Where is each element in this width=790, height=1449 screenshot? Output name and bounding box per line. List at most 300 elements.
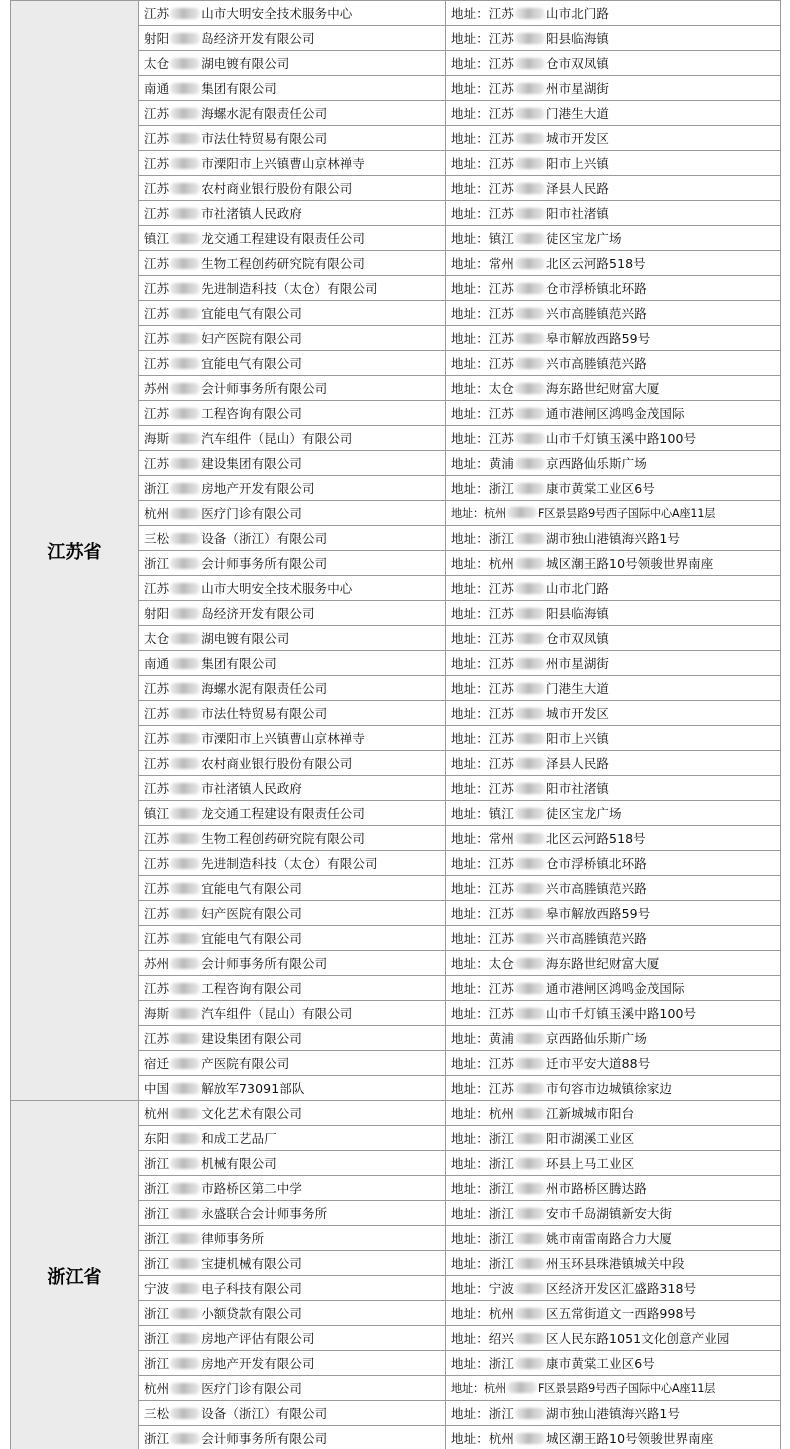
company-name-cell bbox=[139, 901, 446, 926]
address-prefix: 地址：江苏 bbox=[451, 206, 515, 221]
company-name-suffix: 建设集团有限公司 bbox=[201, 1031, 303, 1046]
address-cell bbox=[446, 176, 781, 201]
redaction-blur bbox=[170, 1183, 200, 1194]
address-suffix: 湖市独山港镇海兴路1号 bbox=[546, 1406, 681, 1421]
company-name-cell bbox=[139, 951, 446, 976]
company-name-prefix: 三松 bbox=[144, 531, 170, 546]
redaction-blur bbox=[170, 1058, 200, 1069]
address-prefix: 地址：江苏 bbox=[451, 306, 515, 321]
company-name-suffix: 龙交通工程建设有限责任公司 bbox=[201, 806, 366, 821]
redaction-blur bbox=[515, 633, 545, 644]
company-name-prefix: 江苏 bbox=[144, 756, 170, 771]
address-cell bbox=[446, 101, 781, 126]
address-suffix: 门港生大道 bbox=[546, 106, 610, 121]
address-cell bbox=[446, 26, 781, 51]
redaction-blur bbox=[515, 808, 545, 819]
redaction-blur bbox=[507, 1382, 537, 1393]
address-cell bbox=[446, 926, 781, 951]
address-cell bbox=[446, 501, 781, 526]
address-prefix: 地址：杭州 bbox=[451, 507, 506, 520]
address-cell bbox=[446, 451, 781, 476]
address-cell bbox=[446, 1226, 781, 1251]
redaction-blur bbox=[170, 8, 200, 19]
address-cell bbox=[446, 476, 781, 501]
company-name-prefix: 浙江 bbox=[144, 1231, 170, 1246]
redaction-blur bbox=[515, 1408, 545, 1419]
company-name-prefix: 射阳 bbox=[144, 31, 170, 46]
address-cell bbox=[446, 251, 781, 276]
company-name-cell bbox=[139, 1176, 446, 1201]
company-name-prefix: 浙江 bbox=[144, 1156, 170, 1171]
company-name-cell bbox=[139, 1301, 446, 1326]
company-name-cell bbox=[139, 1401, 446, 1426]
company-name-prefix: 江苏 bbox=[144, 256, 170, 271]
company-name-cell bbox=[139, 1226, 446, 1251]
company-name-suffix: 医疗门诊有限公司 bbox=[201, 506, 303, 521]
address-suffix: 阳县临海镇 bbox=[546, 31, 610, 46]
address-cell bbox=[446, 851, 781, 876]
address-suffix: 阳市湖溪工业区 bbox=[546, 1131, 635, 1146]
address-cell bbox=[446, 351, 781, 376]
company-name-prefix: 杭州 bbox=[144, 1381, 170, 1396]
company-name-suffix: 宜能电气有限公司 bbox=[201, 881, 303, 896]
redaction-blur bbox=[515, 1433, 545, 1444]
company-name-cell bbox=[139, 176, 446, 201]
company-name-cell bbox=[139, 76, 446, 101]
address-cell bbox=[446, 726, 781, 751]
company-name-cell bbox=[139, 876, 446, 901]
address-prefix: 地址：江苏 bbox=[451, 656, 515, 671]
address-prefix: 地址：江苏 bbox=[451, 881, 515, 896]
company-name-cell bbox=[139, 1, 446, 26]
company-name-suffix: 海螺水泥有限责任公司 bbox=[201, 681, 328, 696]
company-name-suffix: 市社渚镇人民政府 bbox=[201, 206, 303, 221]
company-name-cell bbox=[139, 1426, 446, 1449]
redaction-blur bbox=[170, 1308, 200, 1319]
address-suffix: 州市星湖街 bbox=[546, 656, 610, 671]
company-name-suffix: 先进制造科技（太仓）有限公司 bbox=[201, 281, 378, 296]
company-name-suffix: 集团有限公司 bbox=[201, 656, 277, 671]
address-suffix: 仓市双凤镇 bbox=[546, 631, 610, 646]
redaction-blur bbox=[515, 1058, 545, 1069]
company-name-cell bbox=[139, 426, 446, 451]
redaction-blur bbox=[170, 33, 200, 44]
redaction-blur bbox=[170, 383, 200, 394]
company-name-cell bbox=[139, 276, 446, 301]
company-name-suffix: 房地产开发有限公司 bbox=[201, 1356, 315, 1371]
address-suffix: 环县上马工业区 bbox=[546, 1156, 635, 1171]
redaction-blur bbox=[170, 933, 200, 944]
company-name-prefix: 三松 bbox=[144, 1406, 170, 1421]
address-prefix: 地址：江苏 bbox=[451, 581, 515, 596]
company-name-suffix: 海螺水泥有限责任公司 bbox=[201, 106, 328, 121]
redaction-blur bbox=[170, 1383, 200, 1394]
redaction-blur bbox=[170, 758, 200, 769]
company-name-suffix: 解放军73091部队 bbox=[201, 1081, 305, 1096]
company-name-prefix: 镇江 bbox=[144, 231, 170, 246]
address-prefix: 地址：浙江 bbox=[451, 1406, 515, 1421]
redaction-blur bbox=[170, 483, 200, 494]
company-name-suffix: 房地产评估有限公司 bbox=[201, 1331, 315, 1346]
redaction-blur bbox=[515, 933, 545, 944]
company-name-cell bbox=[139, 826, 446, 851]
redaction-blur bbox=[170, 158, 200, 169]
redaction-blur bbox=[515, 283, 545, 294]
address-suffix: 海东路世纪财富大厦 bbox=[546, 956, 660, 971]
redaction-blur bbox=[515, 908, 545, 919]
company-name-suffix: 会计师事务所有限公司 bbox=[201, 381, 328, 396]
company-name-prefix: 海斯 bbox=[144, 431, 170, 446]
address-prefix: 地址：浙江 bbox=[451, 1256, 515, 1271]
address-suffix: 市句容市边城镇徐家边 bbox=[546, 1081, 673, 1096]
company-name-suffix: 湖电镀有限公司 bbox=[201, 631, 290, 646]
company-name-prefix: 浙江 bbox=[144, 1431, 170, 1446]
address-cell bbox=[446, 601, 781, 626]
address-cell bbox=[446, 401, 781, 426]
redaction-blur bbox=[515, 158, 545, 169]
address-cell bbox=[446, 1351, 781, 1376]
address-prefix: 地址：江苏 bbox=[451, 631, 515, 646]
redaction-blur bbox=[515, 1283, 545, 1294]
company-name-prefix: 江苏 bbox=[144, 206, 170, 221]
address-suffix: 门港生大道 bbox=[546, 681, 610, 696]
redaction-blur bbox=[170, 508, 200, 519]
company-name-suffix: 先进制造科技（太仓）有限公司 bbox=[201, 856, 378, 871]
address-prefix: 地址：江苏 bbox=[451, 56, 515, 71]
address-cell bbox=[446, 651, 781, 676]
company-name-prefix: 江苏 bbox=[144, 881, 170, 896]
redaction-blur bbox=[170, 258, 200, 269]
company-name-cell bbox=[139, 526, 446, 551]
company-name-prefix: 宿迁 bbox=[144, 1056, 170, 1071]
redaction-blur bbox=[170, 683, 200, 694]
address-prefix: 地址：江苏 bbox=[451, 406, 515, 421]
redaction-blur bbox=[515, 708, 545, 719]
company-name-cell bbox=[139, 501, 446, 526]
redaction-blur bbox=[170, 58, 200, 69]
address-cell bbox=[446, 576, 781, 601]
redaction-blur bbox=[515, 8, 545, 19]
redaction-blur bbox=[515, 1333, 545, 1344]
redaction-blur bbox=[170, 608, 200, 619]
redaction-blur bbox=[170, 583, 200, 594]
redaction-blur bbox=[170, 1033, 200, 1044]
company-name-prefix: 江苏 bbox=[144, 831, 170, 846]
redaction-blur bbox=[170, 358, 200, 369]
redaction-blur bbox=[170, 1083, 200, 1094]
address-prefix: 地址：杭州 bbox=[451, 556, 515, 571]
address-prefix: 地址：江苏 bbox=[451, 781, 515, 796]
company-name-cell bbox=[139, 926, 446, 951]
company-name-suffix: 岛经济开发有限公司 bbox=[201, 31, 315, 46]
address-cell bbox=[446, 1051, 781, 1076]
address-suffix: 仓市双凤镇 bbox=[546, 56, 610, 71]
company-name-prefix: 浙江 bbox=[144, 1306, 170, 1321]
company-name-prefix: 江苏 bbox=[144, 931, 170, 946]
company-name-cell bbox=[139, 1376, 446, 1401]
redaction-blur bbox=[515, 483, 545, 494]
redaction-blur bbox=[170, 208, 200, 219]
company-name-cell bbox=[139, 626, 446, 651]
address-cell bbox=[446, 1126, 781, 1151]
company-name-prefix: 苏州 bbox=[144, 956, 170, 971]
company-name-suffix: 市溧阳市上兴镇曹山京林禅寺 bbox=[201, 156, 366, 171]
company-name-cell bbox=[139, 301, 446, 326]
redaction-blur bbox=[170, 908, 200, 919]
address-prefix: 地址：江苏 bbox=[451, 1056, 515, 1071]
company-name-suffix: 生物工程创药研究院有限公司 bbox=[201, 256, 366, 271]
company-name-prefix: 南通 bbox=[144, 656, 170, 671]
redaction-blur bbox=[170, 133, 200, 144]
address-suffix: 城市开发区 bbox=[546, 131, 610, 146]
redaction-blur bbox=[170, 1408, 200, 1419]
company-name-cell bbox=[139, 726, 446, 751]
redaction-blur bbox=[515, 58, 545, 69]
company-name-prefix: 江苏 bbox=[144, 156, 170, 171]
address-cell bbox=[446, 876, 781, 901]
company-name-prefix: 江苏 bbox=[144, 281, 170, 296]
province-cell: 浙江省 bbox=[11, 1101, 139, 1449]
redaction-blur bbox=[170, 658, 200, 669]
company-name-suffix: 汽车组件（昆山）有限公司 bbox=[201, 1006, 353, 1021]
address-cell bbox=[446, 1001, 781, 1026]
table-body bbox=[11, 1, 781, 1449]
company-name-cell bbox=[139, 201, 446, 226]
company-name-prefix: 浙江 bbox=[144, 1331, 170, 1346]
company-name-cell bbox=[139, 551, 446, 576]
company-name-suffix: 妇产医院有限公司 bbox=[201, 906, 303, 921]
address-prefix: 地址：杭州 bbox=[451, 1306, 515, 1321]
address-prefix: 地址：江苏 bbox=[451, 356, 515, 371]
address-cell bbox=[446, 1201, 781, 1226]
address-cell bbox=[446, 301, 781, 326]
redaction-blur bbox=[170, 408, 200, 419]
redaction-blur bbox=[515, 1083, 545, 1094]
address-suffix: F区景昙路9号西子国际中心A座11层 bbox=[537, 1382, 716, 1395]
address-suffix: 山市北门路 bbox=[546, 6, 610, 21]
address-prefix: 地址：浙江 bbox=[451, 1181, 515, 1196]
redaction-blur bbox=[515, 583, 545, 594]
address-suffix: 山市北门路 bbox=[546, 581, 610, 596]
address-suffix: 州市星湖街 bbox=[546, 81, 610, 96]
address-suffix: 徒区宝龙广场 bbox=[546, 806, 622, 821]
company-name-cell bbox=[139, 801, 446, 826]
redaction-blur bbox=[170, 333, 200, 344]
company-name-cell bbox=[139, 1026, 446, 1051]
company-name-suffix: 会计师事务所有限公司 bbox=[201, 1431, 328, 1446]
company-name-suffix: 工程咨询有限公司 bbox=[201, 981, 303, 996]
redaction-blur bbox=[515, 883, 545, 894]
company-name-prefix: 浙江 bbox=[144, 1356, 170, 1371]
company-name-suffix: 会计师事务所有限公司 bbox=[201, 556, 328, 571]
company-name-suffix: 文化艺术有限公司 bbox=[201, 1106, 303, 1121]
address-suffix: 仓市浮桥镇北环路 bbox=[546, 856, 647, 871]
company-name-prefix: 江苏 bbox=[144, 706, 170, 721]
redaction-blur bbox=[515, 1183, 545, 1194]
company-name-prefix: 浙江 bbox=[144, 556, 170, 571]
company-name-cell bbox=[139, 126, 446, 151]
address-suffix: 泽县人民路 bbox=[546, 181, 610, 196]
company-name-suffix: 宜能电气有限公司 bbox=[201, 306, 303, 321]
address-suffix: 姚市南雷南路合力大厦 bbox=[546, 1231, 673, 1246]
redaction-blur bbox=[515, 533, 545, 544]
company-name-cell bbox=[139, 1126, 446, 1151]
address-prefix: 地址：江苏 bbox=[451, 331, 515, 346]
address-suffix: 通市港闸区鸿鸣金茂国际 bbox=[546, 406, 685, 421]
redaction-blur bbox=[170, 883, 200, 894]
redaction-blur bbox=[170, 558, 200, 569]
address-prefix: 地址：江苏 bbox=[451, 756, 515, 771]
redaction-blur bbox=[515, 958, 545, 969]
company-name-cell bbox=[139, 51, 446, 76]
redaction-blur bbox=[515, 983, 545, 994]
redaction-blur bbox=[170, 308, 200, 319]
redaction-blur bbox=[170, 1333, 200, 1344]
address-prefix: 地址：江苏 bbox=[451, 731, 515, 746]
address-prefix: 地址：镇江 bbox=[451, 231, 515, 246]
company-name-cell bbox=[139, 1251, 446, 1276]
redaction-blur bbox=[507, 507, 537, 518]
company-name-cell bbox=[139, 376, 446, 401]
address-suffix: 泽县人民路 bbox=[546, 756, 610, 771]
redaction-blur bbox=[170, 733, 200, 744]
redaction-blur bbox=[515, 1233, 545, 1244]
address-suffix: 阳县临海镇 bbox=[546, 606, 610, 621]
redaction-blur bbox=[515, 108, 545, 119]
address-suffix: 阳市社渚镇 bbox=[546, 781, 610, 796]
address-suffix: 阳市上兴镇 bbox=[546, 156, 610, 171]
redaction-blur bbox=[170, 833, 200, 844]
address-cell bbox=[446, 676, 781, 701]
address-prefix: 地址：黄浦 bbox=[451, 1031, 515, 1046]
address-prefix: 地址：杭州 bbox=[451, 1431, 515, 1446]
address-suffix: 区人民东路1051文化创意产业园 bbox=[546, 1331, 730, 1346]
company-name-suffix: 和成工艺品厂 bbox=[201, 1131, 277, 1146]
company-name-suffix: 机械有限公司 bbox=[201, 1156, 277, 1171]
company-name-cell bbox=[139, 851, 446, 876]
address-suffix: 区经济开发区汇盛路318号 bbox=[546, 1281, 697, 1296]
address-suffix: 城区潮王路10号领骏世界南座 bbox=[546, 556, 714, 571]
company-name-prefix: 苏州 bbox=[144, 381, 170, 396]
company-name-suffix: 市法仕特贸易有限公司 bbox=[201, 706, 328, 721]
redaction-blur bbox=[515, 783, 545, 794]
address-suffix: 城市开发区 bbox=[546, 706, 610, 721]
redaction-blur bbox=[515, 433, 545, 444]
address-cell bbox=[446, 151, 781, 176]
company-name-suffix: 设备（浙江）有限公司 bbox=[201, 531, 328, 546]
company-name-prefix: 东阳 bbox=[144, 1131, 170, 1146]
address-prefix: 地址：杭州 bbox=[451, 1382, 506, 1395]
address-suffix: 阳市社渚镇 bbox=[546, 206, 610, 221]
company-name-suffix: 永盛联合会计师事务所 bbox=[201, 1206, 328, 1221]
address-cell bbox=[446, 1, 781, 26]
company-name-cell bbox=[139, 151, 446, 176]
address-prefix: 地址：黄浦 bbox=[451, 456, 515, 471]
address-cell bbox=[446, 751, 781, 776]
redaction-blur bbox=[515, 858, 545, 869]
company-name-cell bbox=[139, 1101, 446, 1126]
address-suffix: 州市路桥区腾达路 bbox=[546, 1181, 647, 1196]
address-prefix: 地址：江苏 bbox=[451, 931, 515, 946]
company-name-prefix: 江苏 bbox=[144, 356, 170, 371]
company-name-prefix: 江苏 bbox=[144, 331, 170, 346]
company-name-cell bbox=[139, 401, 446, 426]
company-name-cell bbox=[139, 326, 446, 351]
company-name-suffix: 湖电镀有限公司 bbox=[201, 56, 290, 71]
company-name-prefix: 江苏 bbox=[144, 856, 170, 871]
company-name-cell bbox=[139, 101, 446, 126]
redaction-blur bbox=[515, 1308, 545, 1319]
redaction-blur bbox=[170, 108, 200, 119]
redaction-blur bbox=[170, 708, 200, 719]
redaction-blur bbox=[170, 283, 200, 294]
company-name-prefix: 江苏 bbox=[144, 981, 170, 996]
redaction-blur bbox=[515, 608, 545, 619]
redaction-blur bbox=[515, 258, 545, 269]
address-prefix: 地址：江苏 bbox=[451, 856, 515, 871]
company-name-suffix: 生物工程创药研究院有限公司 bbox=[201, 831, 366, 846]
redaction-blur bbox=[515, 733, 545, 744]
redaction-blur bbox=[515, 208, 545, 219]
company-name-prefix: 江苏 bbox=[144, 406, 170, 421]
address-suffix: 城区潮王路10号领骏世界南座 bbox=[546, 1431, 714, 1446]
redaction-blur bbox=[515, 658, 545, 669]
address-cell bbox=[446, 1376, 781, 1401]
company-name-suffix: 农村商业银行股份有限公司 bbox=[201, 181, 353, 196]
address-prefix: 地址：浙江 bbox=[451, 1356, 515, 1371]
redaction-blur bbox=[170, 433, 200, 444]
company-name-cell bbox=[139, 1076, 446, 1101]
company-name-suffix: 山市大明安全技术服务中心 bbox=[201, 581, 353, 596]
company-name-suffix: 农村商业银行股份有限公司 bbox=[201, 756, 353, 771]
address-prefix: 地址：浙江 bbox=[451, 1156, 515, 1171]
redaction-blur bbox=[515, 133, 545, 144]
company-name-prefix: 浙江 bbox=[144, 1181, 170, 1196]
company-name-prefix: 杭州 bbox=[144, 506, 170, 521]
redaction-blur bbox=[515, 1208, 545, 1219]
address-prefix: 地址：江苏 bbox=[451, 106, 515, 121]
company-name-prefix: 江苏 bbox=[144, 181, 170, 196]
address-cell bbox=[446, 376, 781, 401]
address-cell bbox=[446, 901, 781, 926]
company-name-prefix: 镇江 bbox=[144, 806, 170, 821]
company-address-table bbox=[10, 0, 781, 1449]
address-prefix: 地址：江苏 bbox=[451, 906, 515, 921]
company-name-suffix: 宝捷机械有限公司 bbox=[201, 1256, 303, 1271]
address-prefix: 地址：镇江 bbox=[451, 806, 515, 821]
address-suffix: 阳市上兴镇 bbox=[546, 731, 610, 746]
company-name-cell bbox=[139, 976, 446, 1001]
redaction-blur bbox=[515, 1008, 545, 1019]
redaction-blur bbox=[515, 33, 545, 44]
redaction-blur bbox=[170, 1258, 200, 1269]
address-cell bbox=[446, 1301, 781, 1326]
address-suffix: 兴市高塍镇范兴路 bbox=[546, 306, 647, 321]
company-name-prefix: 浙江 bbox=[144, 1256, 170, 1271]
address-cell bbox=[446, 1176, 781, 1201]
company-name-suffix: 龙交通工程建设有限责任公司 bbox=[201, 231, 366, 246]
company-name-prefix: 杭州 bbox=[144, 1106, 170, 1121]
address-suffix: 徒区宝龙广场 bbox=[546, 231, 622, 246]
address-cell bbox=[446, 226, 781, 251]
redaction-blur bbox=[515, 1108, 545, 1119]
company-name-cell bbox=[139, 676, 446, 701]
address-suffix: 山市千灯镇玉溪中路100号 bbox=[546, 1006, 697, 1021]
address-suffix: 京西路仙乐斯广场 bbox=[546, 456, 647, 471]
address-cell bbox=[446, 76, 781, 101]
address-suffix: 通市港闸区鸿鸣金茂国际 bbox=[546, 981, 685, 996]
address-cell bbox=[446, 951, 781, 976]
